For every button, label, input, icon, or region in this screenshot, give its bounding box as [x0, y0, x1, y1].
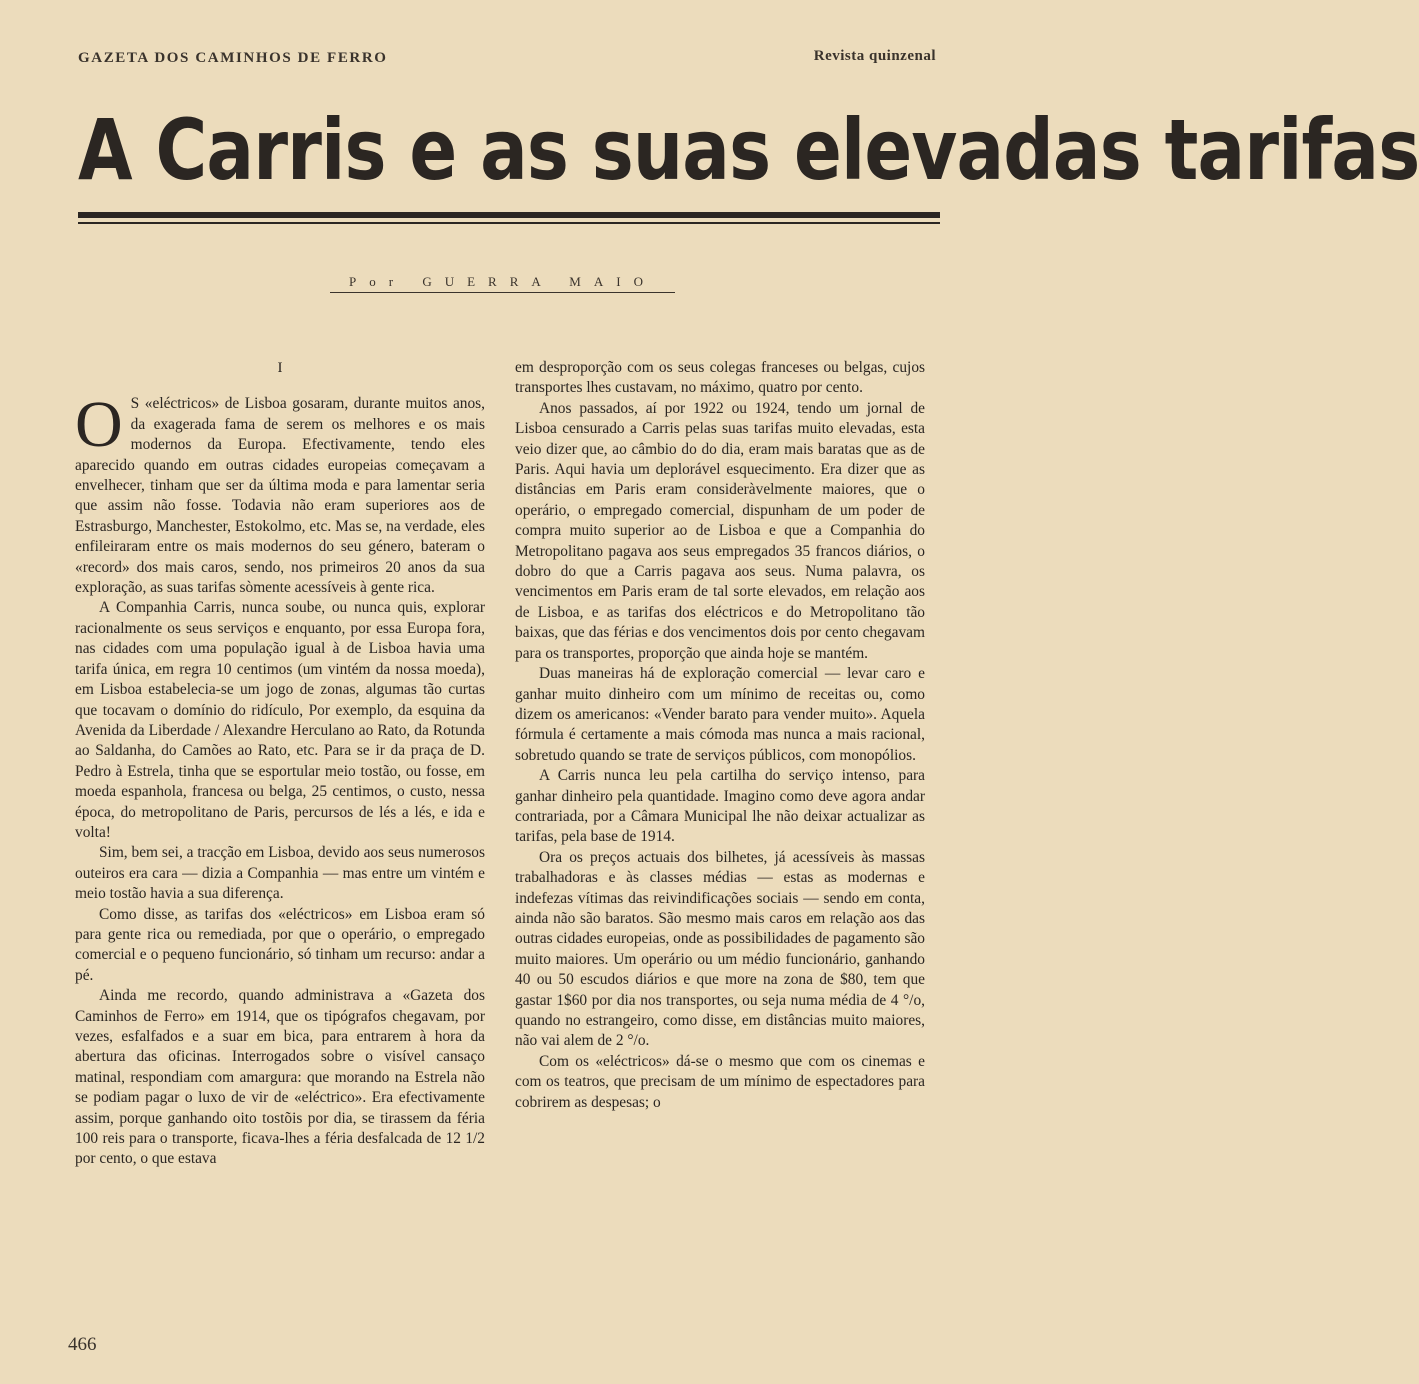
- page-number: 466: [68, 1334, 97, 1355]
- paragraph: Como disse, as tarifas dos «eléctricos» em Lisboa eram só para gente rica ou remediada, por que o operário, o empregado comercial e o pequeno funcionário, só tinham um recurso: andar a pé.: [75, 905, 485, 984]
- publication-name: GAZETA DOS CAMINHOS DE FERRO: [78, 50, 388, 66]
- title-rule-thin: [78, 222, 940, 224]
- paragraph: Ainda me recordo, quando administrava a «Gazeta dos Caminhos de Ferro» em 1914, que os tipógrafos chegavam, por vezes, esfalfados e a suar em bica, para entrarem à hora da abertura das oficinas. Interrogados sobre o visível cansaço matinal, respondiam com amargura: que morando na Estrela não se podiam pagar o luxo de vir de «eléctrico». Era efectivamente assim, porque ganhando oito tostõis por dia, se tirassem da féria 100 reis para o transporte, ficava-lhes a féria desfalcada de 12 1/2 por cento, o que estava: [75, 987, 485, 1168]
- paragraph: Sim, bem sei, a tracção em Lisboa, devido aos seus numerosos outeiros era cara — dizia a Companhia — mas entre um vintém e meio tostão havia a sua diferença.: [75, 844, 485, 903]
- paragraph: Ora os preços actuais dos bilhetes, já acessíveis às massas trabalhadoras e às classes médias — estas as modernas e indefezas vítimas das reivindificações sociais — sendo em conta, ainda não são baratos. São mesmo mais caros em relação aos das outras cidades europeias, onde as possibilidades de pagamento são muito maiores. Um operário ou um médio funcionário, ganhando 40 ou 50 escudos diários e que more na zona de $80, tem que gastar 1$60 por dia nos transportes, ou seja numa média de 4 °/o, quando no estrangeiro, como disse, em distâncias muito maiores, não vai alem de 2 °/o.: [515, 848, 925, 1050]
- left-column: [75, 358, 485, 1170]
- drop-cap: O: [75, 388, 123, 462]
- paragraph: Duas maneiras há de exploração comercial — levar caro e ganhar muito dinheiro com um mínimo de receitas ou, como dizem os americanos: «Vender barato para vender muito». Aquela fórmula é certamente a mais cómoda mas nunca a mais racional, sobretudo quando se trate de serviços públicos, com monopólios.: [515, 665, 925, 764]
- paragraph: Anos passados, aí por 1922 ou 1924, tendo um jornal de Lisboa censurado a Carris pelas suas tarifas muito elevadas, esta veio dizer que, ao câmbio do do dia, eram mais baratas que as de Paris. Aqui havia um deplorável esquecimento. Era dizer que as distâncias em Paris eram consideràvelmente maiores, que o operário, o empregado comercial, dispunham de um poder de compra muito superior ao de Lisboa e que a Companhia do Metropolitano pagava aos seus empregados 35 francos diários, o dobro do que a Carris pagava aos seus. Numa palavra, os vencimentos em Paris eram de tal sorte elevados, em relação aos de Lisboa, e as tarifas dos eléctricos e do Metropolitano tão baixas, que das férias e dos vencimentos dois por cento chegavam para os transportes, proporção que ainda hoje se mantém.: [515, 399, 925, 662]
- publication-subtitle: Revista quinzenal: [813, 48, 936, 64]
- paragraph-text: S «eléctricos» de Lisboa gosaram, durante muitos anos, da exagerada fama de serem os melhores e os mais modernos da Europa. Efectivamente, tendo eles aparecido quando em outras cidades europeias começavam a envelhecer, tinham que ser da última moda e para lamentar seria que assim não fosse. Todavia não eram superiores aos de Estrasburgo, Manchester, Estokolmo, etc. Mas se, na verdade, eles enfileiraram entre os mais modernos do seu género, bateram o «record» dos mais caros, sendo, nos primeiros 20 anos da sua exploração, as suas tarifas sòmente acessíveis à gente rica.: [75, 395, 485, 597]
- right-column: [515, 358, 925, 1113]
- article-title: A Carris e as suas elevadas tarifas: [78, 101, 1419, 199]
- paragraph: em desproporção com os seus colegas franceses ou belgas, cujos transportes lhes custavam, no máximo, quatro por cento.: [515, 359, 925, 397]
- section-numeral: I: [277, 360, 283, 376]
- paragraph: [75, 388, 485, 598]
- title-rule-thick: [78, 212, 940, 218]
- paragraph: A Companhia Carris, nunca soube, ou nunca quis, explorar racionalmente os seus serviços e enquanto, por essa Europa fora, nas cidades com uma população igual à de Lisboa havia uma tarifa única, em regra 10 centimos (um vintém da nossa moeda), em Lisboa estabelecia-se um jogo de zonas, algumas tão curtas que tocavam o domínio do ridículo, Por exemplo, da esquina da Avenida da Liberdade / Alexandre Herculano ao Rato, da Rotunda ao Saldanha, do Camões ao Rato, etc. Para se ir da praça de D. Pedro à Estrela, tinha que se esportular meio tostão, ou fosse, em moeda espanhola, francesa ou belga, 25 centimos, o custo, nessa época, do metropolitano de Paris, percursos de lés a lés, e ida e volta!: [75, 599, 485, 841]
- paragraph: A Carris nunca leu pela cartilha do serviço intenso, para ganhar dinheiro pela quantidade. Imagino como deve agora andar contrariada, por a Câmara Municipal lhe não deixar actualizar as tarifas, pela base de 1914.: [515, 767, 925, 846]
- article-byline: Por GUERRA MAIO: [330, 274, 675, 293]
- paragraph: Com os «eléctricos» dá-se o mesmo que com os cinemas e com os teatros, que precisam de um mínimo de espectadores para cobrirem as despesas; o: [515, 1052, 925, 1111]
